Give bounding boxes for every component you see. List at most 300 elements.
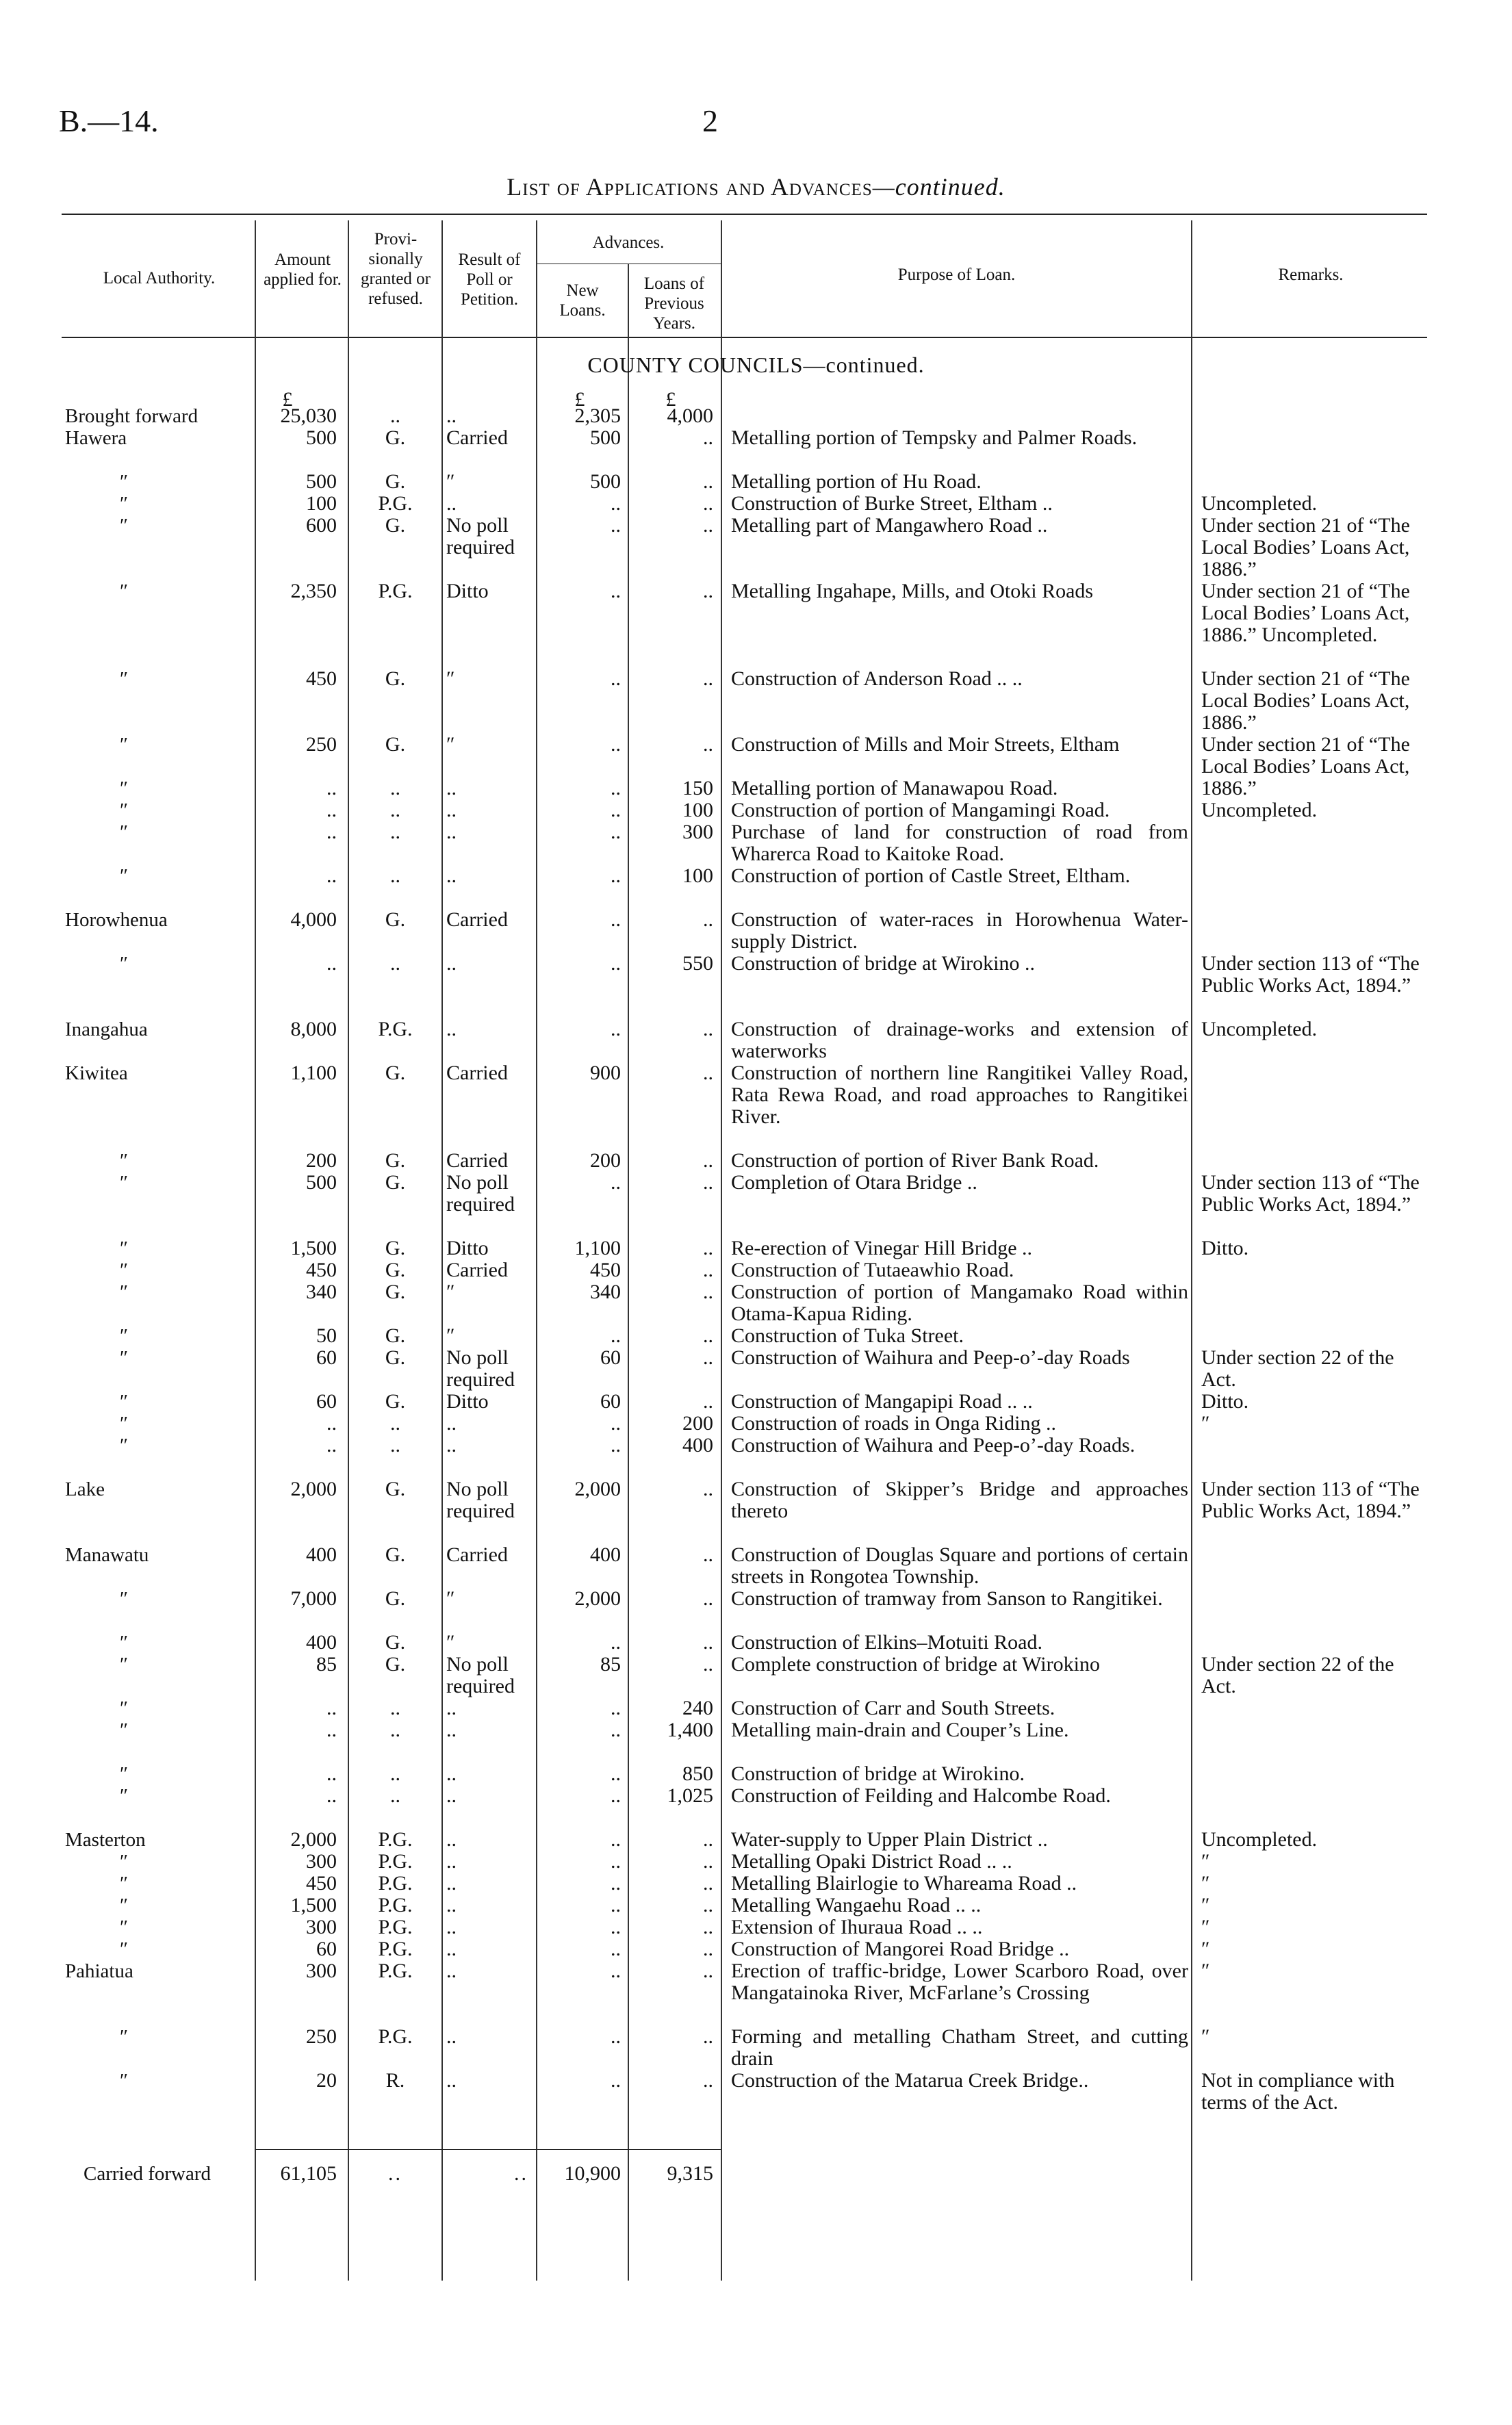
row-result: ″ xyxy=(446,733,455,756)
row-previous-loans: .. xyxy=(703,1346,713,1369)
row-amount: .. xyxy=(326,864,337,887)
row-local-authority: ″ xyxy=(120,1435,129,1457)
row-new-loans: .. xyxy=(611,777,621,799)
row-purpose: Water-supply to Upper Plain District .. xyxy=(731,1828,1048,1851)
row-purpose: Extension of Ihuraua Road .. .. xyxy=(731,1916,983,1938)
row-new-loans: 340 xyxy=(590,1281,621,1303)
row-previous-loans: 850 xyxy=(682,1762,713,1785)
row-previous-loans: 4,000 xyxy=(667,405,713,427)
col-remarks: Remarks. xyxy=(1278,266,1344,284)
row-local-authority: ″ xyxy=(120,1325,129,1347)
row-previous-loans: .. xyxy=(703,1259,713,1281)
row-provisional: G. xyxy=(385,1171,406,1194)
row-previous-loans: 200 xyxy=(682,1412,713,1435)
row-new-loans: .. xyxy=(611,733,621,756)
row-result: .. xyxy=(446,1960,457,1982)
row-previous-loans: .. xyxy=(703,1390,713,1413)
row-provisional: G. xyxy=(385,470,406,493)
row-purpose: Construction of water-races in Horowhenua Water-supply District. xyxy=(731,908,1188,953)
row-amount: 60 xyxy=(316,1938,337,1960)
row-amount: 60 xyxy=(316,1390,337,1413)
row-amount: 340 xyxy=(306,1281,337,1303)
row-amount: 400 xyxy=(306,1543,337,1566)
row-result: .. xyxy=(446,799,457,821)
row-local-authority: ″ xyxy=(120,865,129,887)
row-provisional: G. xyxy=(385,667,406,690)
row-previous-loans: .. xyxy=(703,426,713,449)
row-provisional: P.G. xyxy=(378,1018,413,1040)
carried-forward-new-loans: 10,900 xyxy=(564,2162,621,2185)
row-previous-loans: .. xyxy=(703,1543,713,1566)
row-purpose: Construction of Anderson Road .. .. xyxy=(731,667,1023,690)
row-remarks: ″ xyxy=(1201,1916,1210,1938)
row-previous-loans: 400 xyxy=(682,1434,713,1457)
row-result: .. xyxy=(446,1018,457,1040)
row-local-authority: ″ xyxy=(120,1785,129,1807)
row-purpose: Re-erection of Vinegar Hill Bridge .. xyxy=(731,1237,1033,1259)
row-result: Ditto xyxy=(446,1237,489,1259)
row-previous-loans: .. xyxy=(703,1062,713,1084)
row-remarks: ″ xyxy=(1201,1960,1210,1982)
row-provisional: P.G. xyxy=(378,580,413,602)
row-provisional: G. xyxy=(385,1346,406,1369)
row-previous-loans: .. xyxy=(703,1916,713,1938)
row-previous-loans: .. xyxy=(703,492,713,515)
row-result: .. xyxy=(446,1434,457,1457)
row-purpose: Construction of tramway from Sanson to Rangitikei. xyxy=(731,1587,1163,1610)
row-purpose: Construction of portion of River Bank Road. xyxy=(731,1149,1099,1172)
row-result: .. xyxy=(446,1938,457,1960)
row-local-authority: ″ xyxy=(120,1938,129,1960)
row-remarks: Uncompleted. xyxy=(1201,799,1318,821)
row-purpose: Construction of Mills and Moir Streets, Eltham xyxy=(731,733,1120,756)
row-result: No poll required xyxy=(446,514,515,559)
rule-after-new-loans xyxy=(628,264,629,2281)
row-result: .. xyxy=(446,2069,457,2092)
row-amount: .. xyxy=(326,1434,337,1457)
row-result: .. xyxy=(446,952,457,975)
row-amount: .. xyxy=(326,952,337,975)
row-provisional: R. xyxy=(385,2069,405,2092)
currency-new-loans: £ xyxy=(574,388,585,411)
row-amount: .. xyxy=(326,1697,337,1719)
row-result: .. xyxy=(446,1412,457,1435)
row-local-authority: ″ xyxy=(120,1916,129,1938)
row-result: Ditto xyxy=(446,580,489,602)
row-provisional: .. xyxy=(390,1784,400,1807)
row-provisional: P.G. xyxy=(378,1850,413,1873)
row-result: No poll required xyxy=(446,1653,515,1697)
row-provisional: .. xyxy=(390,821,400,843)
col-advances: Advances. xyxy=(592,233,665,252)
row-result: ″ xyxy=(446,470,455,493)
row-local-authority: ″ xyxy=(120,1697,129,1719)
row-remarks: Under section 21 of “The Local Bodies’ Loans Act, 1886.” xyxy=(1201,514,1410,580)
row-previous-loans: .. xyxy=(703,1324,713,1347)
row-new-loans: .. xyxy=(611,1171,621,1194)
row-purpose: Construction of drainage-works and extension of waterworks xyxy=(731,1018,1188,1062)
row-result: .. xyxy=(446,1762,457,1785)
row-provisional: .. xyxy=(390,952,400,975)
row-local-authority: ″ xyxy=(120,493,129,515)
row-purpose: Metalling portion of Manawapou Road. xyxy=(731,777,1058,799)
row-new-loans: .. xyxy=(611,821,621,843)
row-local-authority: ″ xyxy=(120,1588,129,1610)
row-new-loans: .. xyxy=(611,1872,621,1895)
row-previous-loans: 1,400 xyxy=(667,1719,713,1741)
row-purpose: Forming and metalling Chatham Street, and cutting drain xyxy=(731,2025,1188,2070)
row-result: .. xyxy=(446,1850,457,1873)
row-result: .. xyxy=(446,1916,457,1938)
row-previous-loans: .. xyxy=(703,1149,713,1172)
row-new-loans: 2,000 xyxy=(574,1478,621,1500)
row-new-loans: .. xyxy=(611,864,621,887)
row-remarks: Under section 22 of the Act. xyxy=(1201,1346,1394,1391)
row-local-authority: ″ xyxy=(120,1281,129,1303)
row-provisional: G. xyxy=(385,1587,406,1610)
row-new-loans: 60 xyxy=(600,1346,621,1369)
row-purpose: Metalling Wangaehu Road .. .. xyxy=(731,1894,982,1916)
row-remarks: ″ xyxy=(1201,1894,1210,1916)
carried-forward-result: .. xyxy=(514,2162,528,2185)
row-amount: 500 xyxy=(306,426,337,449)
row-provisional: G. xyxy=(385,1478,406,1500)
carried-forward-label: Carried forward xyxy=(84,2163,211,2185)
row-result: Carried xyxy=(446,1259,508,1281)
row-result: .. xyxy=(446,821,457,843)
row-purpose: Construction of Tuka Street. xyxy=(731,1324,964,1347)
row-previous-loans: .. xyxy=(703,580,713,602)
row-purpose: Construction of bridge at Wirokino. xyxy=(731,1762,1025,1785)
row-purpose: Metalling portion of Tempsky and Palmer Roads. xyxy=(731,426,1138,449)
row-amount: 300 xyxy=(306,1916,337,1938)
row-local-authority: ″ xyxy=(120,1873,129,1895)
row-result: .. xyxy=(446,864,457,887)
row-new-loans: 500 xyxy=(590,470,621,493)
row-new-loans: .. xyxy=(611,2025,621,2048)
row-provisional: P.G. xyxy=(378,1872,413,1895)
row-purpose: Construction of Tutaeawhio Road. xyxy=(731,1259,1014,1281)
row-result: ″ xyxy=(446,1281,455,1303)
row-new-loans: .. xyxy=(611,1894,621,1916)
col-local-authority: Local Authority. xyxy=(103,269,216,287)
row-remarks: ″ xyxy=(1201,1412,1210,1435)
row-new-loans: .. xyxy=(611,1938,621,1960)
row-new-loans: 400 xyxy=(590,1543,621,1566)
row-previous-loans: 1,025 xyxy=(667,1784,713,1807)
row-amount: 250 xyxy=(306,733,337,756)
row-previous-loans: .. xyxy=(703,1850,713,1873)
row-provisional: .. xyxy=(390,864,400,887)
row-local-authority: Manawatu xyxy=(65,1544,149,1566)
row-amount: .. xyxy=(326,777,337,799)
row-amount: 1,100 xyxy=(290,1062,337,1084)
row-local-authority: Kiwitea xyxy=(65,1062,128,1084)
row-previous-loans: .. xyxy=(703,1171,713,1194)
row-remarks: Uncompleted. xyxy=(1201,1018,1318,1040)
row-provisional: G. xyxy=(385,1237,406,1259)
row-amount: .. xyxy=(326,1719,337,1741)
row-remarks: Under section 21 of “The Local Bodies’ Loans Act, 1886.” xyxy=(1201,667,1410,734)
row-new-loans: .. xyxy=(611,1434,621,1457)
page-id: B.—14. xyxy=(59,103,159,138)
row-local-authority: Hawera xyxy=(65,427,127,449)
carried-forward-rule xyxy=(255,2149,721,2150)
row-amount: 85 xyxy=(316,1653,337,1676)
row-amount: .. xyxy=(326,821,337,843)
row-previous-loans: 240 xyxy=(682,1697,713,1719)
row-local-authority: ″ xyxy=(120,1895,129,1916)
row-purpose: Construction of the Matarua Creek Bridge.. xyxy=(731,2069,1089,2092)
row-previous-loans: .. xyxy=(703,1281,713,1303)
row-result: Carried xyxy=(446,426,508,449)
row-previous-loans: .. xyxy=(703,1653,713,1676)
row-new-loans: .. xyxy=(611,580,621,602)
carried-forward-amount: 61,105 xyxy=(280,2162,337,2185)
row-provisional: G. xyxy=(385,1653,406,1676)
row-provisional: G. xyxy=(385,1631,406,1654)
row-amount: 450 xyxy=(306,1872,337,1895)
row-amount: .. xyxy=(326,1784,337,1807)
row-result: No poll required xyxy=(446,1171,515,1216)
col-result-of-poll: Result of Poll or Petition. xyxy=(458,251,521,309)
row-previous-loans: .. xyxy=(703,470,713,493)
row-result: .. xyxy=(446,777,457,799)
row-new-loans: .. xyxy=(611,1412,621,1435)
row-amount: 25,030 xyxy=(280,405,337,427)
row-new-loans: .. xyxy=(611,1828,621,1851)
row-provisional: .. xyxy=(390,799,400,821)
row-purpose: Metalling Ingahape, Mills, and Otoki Roads xyxy=(731,580,1094,602)
page-number: 2 xyxy=(702,103,718,138)
row-purpose: Construction of Mangapipi Road .. .. xyxy=(731,1390,1033,1413)
row-local-authority: ″ xyxy=(120,1719,129,1741)
row-provisional: .. xyxy=(390,1762,400,1785)
row-provisional: G. xyxy=(385,1390,406,1413)
rule-after-previous xyxy=(721,220,722,2281)
row-amount: 8,000 xyxy=(290,1018,337,1040)
row-amount: 1,500 xyxy=(290,1894,337,1916)
row-remarks: Uncompleted. xyxy=(1201,1828,1318,1851)
row-amount: 300 xyxy=(306,1850,337,1873)
row-amount: 100 xyxy=(306,492,337,515)
row-provisional: .. xyxy=(390,1434,400,1457)
row-previous-loans: .. xyxy=(703,1631,713,1654)
row-new-loans: 2,000 xyxy=(574,1587,621,1610)
row-result: .. xyxy=(446,1894,457,1916)
row-amount: 250 xyxy=(306,2025,337,2048)
row-local-authority: ″ xyxy=(120,734,129,756)
row-local-authority: ″ xyxy=(120,953,129,975)
row-remarks: ″ xyxy=(1201,1850,1210,1873)
col-provisionally-granted: Provi- sionally granted or refused. xyxy=(360,230,431,308)
row-new-loans: .. xyxy=(611,1018,621,1040)
row-purpose: Construction of roads in Onga Riding .. xyxy=(731,1412,1056,1435)
row-previous-loans: 100 xyxy=(682,799,713,821)
row-remarks: Under section 113 of “The Public Works Act, 1894.” xyxy=(1201,952,1420,997)
row-result: ″ xyxy=(446,667,455,690)
row-amount: 60 xyxy=(316,1346,337,1369)
row-previous-loans: .. xyxy=(703,733,713,756)
row-new-loans: .. xyxy=(611,1719,621,1741)
row-new-loans: .. xyxy=(611,1850,621,1873)
row-new-loans: .. xyxy=(611,1960,621,1982)
list-title-main: List of Applications and Advances xyxy=(507,173,873,201)
row-result: .. xyxy=(446,1697,457,1719)
header-bottom-rule xyxy=(62,337,1427,338)
row-result: .. xyxy=(446,1872,457,1895)
row-previous-loans: .. xyxy=(703,1894,713,1916)
row-provisional: P.G. xyxy=(378,1894,413,1916)
row-new-loans: 1,100 xyxy=(574,1237,621,1259)
row-new-loans: .. xyxy=(611,1762,621,1785)
row-purpose: Construction of Burke Street, Eltham .. xyxy=(731,492,1053,515)
row-local-authority: ″ xyxy=(120,1347,129,1369)
row-provisional: P.G. xyxy=(378,1828,413,1851)
row-provisional: .. xyxy=(390,405,400,427)
row-amount: 4,000 xyxy=(290,908,337,931)
row-previous-loans: .. xyxy=(703,1828,713,1851)
row-remarks: ″ xyxy=(1201,2025,1210,2048)
row-result: .. xyxy=(446,1719,457,1741)
row-previous-loans: .. xyxy=(703,1872,713,1895)
row-purpose: Construction of portion of Mangamako Road within Otama-Kapua Riding. xyxy=(731,1281,1188,1325)
row-amount: 500 xyxy=(306,1171,337,1194)
section-heading: COUNTY COUNCILS—continued. xyxy=(587,352,925,377)
row-amount: 2,000 xyxy=(290,1828,337,1851)
row-provisional: G. xyxy=(385,1062,406,1084)
row-previous-loans: 550 xyxy=(682,952,713,975)
row-amount: 450 xyxy=(306,1259,337,1281)
row-new-loans: .. xyxy=(611,952,621,975)
row-purpose: Construction of bridge at Wirokino .. xyxy=(731,952,1036,975)
row-remarks: Uncompleted. xyxy=(1201,492,1318,515)
row-provisional: .. xyxy=(390,1719,400,1741)
row-local-authority: ″ xyxy=(120,1654,129,1676)
row-previous-loans: 300 xyxy=(682,821,713,843)
row-previous-loans: .. xyxy=(703,2069,713,2092)
row-local-authority: Lake xyxy=(65,1478,105,1500)
row-result: .. xyxy=(446,2025,457,2048)
row-new-loans: 60 xyxy=(600,1390,621,1413)
row-provisional: .. xyxy=(390,777,400,799)
row-provisional: .. xyxy=(390,1697,400,1719)
row-local-authority: ″ xyxy=(120,1413,129,1435)
row-local-authority: Inangahua xyxy=(65,1018,148,1040)
row-amount: 2,350 xyxy=(290,580,337,602)
row-local-authority: ″ xyxy=(120,1763,129,1785)
row-new-loans: .. xyxy=(611,667,621,690)
row-local-authority: ″ xyxy=(120,2070,129,2092)
row-local-authority: ″ xyxy=(120,1259,129,1281)
row-remarks: Under section 113 of “The Public Works Act, 1894.” xyxy=(1201,1171,1420,1216)
row-remarks: Under section 21 of “The Local Bodies’ Loans Act, 1886.” xyxy=(1201,733,1410,799)
rule-after-authority xyxy=(255,220,256,2281)
row-purpose: Metalling part of Mangawhero Road .. xyxy=(731,514,1048,537)
row-purpose: Completion of Otara Bridge .. xyxy=(731,1171,977,1194)
row-new-loans: .. xyxy=(611,2069,621,2092)
row-local-authority: ″ xyxy=(120,821,129,843)
row-provisional: P.G. xyxy=(378,1938,413,1960)
row-new-loans: .. xyxy=(611,1324,621,1347)
row-result: No poll required xyxy=(446,1346,515,1391)
row-previous-loans: .. xyxy=(703,1018,713,1040)
row-amount: 20 xyxy=(316,2069,337,2092)
row-remarks: Under section 22 of the Act. xyxy=(1201,1653,1394,1697)
rule-after-purpose xyxy=(1191,220,1192,2281)
row-local-authority: ″ xyxy=(120,2026,129,2048)
row-new-loans: .. xyxy=(611,799,621,821)
row-new-loans: .. xyxy=(611,1631,621,1654)
row-local-authority: ″ xyxy=(120,1632,129,1654)
row-purpose: Complete construction of bridge at Wirokino xyxy=(731,1653,1100,1676)
row-amount: 2,000 xyxy=(290,1478,337,1500)
col-previous-loans: Loans of Previous Years. xyxy=(643,274,705,333)
row-previous-loans: .. xyxy=(703,1237,713,1259)
row-previous-loans: .. xyxy=(703,1587,713,1610)
row-local-authority: ″ xyxy=(120,778,129,799)
row-result: .. xyxy=(446,492,457,515)
row-purpose: Construction of portion of Castle Street, Eltham. xyxy=(731,864,1131,887)
row-new-loans: 900 xyxy=(590,1062,621,1084)
row-local-authority: ″ xyxy=(120,799,129,821)
row-provisional: P.G. xyxy=(378,492,413,515)
header-top-rule xyxy=(62,214,1427,215)
row-local-authority: ″ xyxy=(120,471,129,493)
row-remarks: Under section 113 of “The Public Works Act, 1894.” xyxy=(1201,1478,1420,1522)
row-purpose: Metalling main-drain and Couper’s Line. xyxy=(731,1719,1069,1741)
list-title-suffix: —continued. xyxy=(872,173,1005,201)
row-amount: 300 xyxy=(306,1960,337,1982)
row-result: .. xyxy=(446,405,457,427)
row-result: Carried xyxy=(446,1149,508,1172)
currency-previous: £ xyxy=(665,388,676,411)
row-provisional: G. xyxy=(385,1149,406,1172)
row-amount: 450 xyxy=(306,667,337,690)
row-previous-loans: 150 xyxy=(682,777,713,799)
row-amount: 500 xyxy=(306,470,337,493)
row-provisional: G. xyxy=(385,514,406,537)
row-result: ″ xyxy=(446,1587,455,1610)
rule-after-provisional xyxy=(441,220,443,2281)
row-result: ″ xyxy=(446,1324,455,1347)
row-purpose: Construction of Douglas Square and portions of certain streets in Rongotea Township. xyxy=(731,1543,1188,1588)
col-new-loans: New Loans. xyxy=(559,281,606,320)
row-new-loans: 200 xyxy=(590,1149,621,1172)
row-previous-loans: .. xyxy=(703,1960,713,1982)
row-new-loans: .. xyxy=(611,1697,621,1719)
row-provisional: P.G. xyxy=(378,1916,413,1938)
carried-forward-grant: .. xyxy=(388,2162,402,2185)
row-purpose: Erection of traffic-bridge, Lower Scarboro Road, over Mangatainoka River, McFarlane’s Crossing xyxy=(731,1960,1188,2004)
row-purpose: Construction of Waihura and Peep-o’-day Roads. xyxy=(731,1434,1136,1457)
row-new-loans: 85 xyxy=(600,1653,621,1676)
row-previous-loans: .. xyxy=(703,1938,713,1960)
row-local-authority: ″ xyxy=(120,668,129,690)
row-amount: 600 xyxy=(306,514,337,537)
row-previous-loans: .. xyxy=(703,2025,713,2048)
row-purpose: Construction of Elkins–Motuiti Road. xyxy=(731,1631,1042,1654)
row-remarks: ″ xyxy=(1201,1872,1210,1895)
row-remarks: Ditto. xyxy=(1201,1237,1249,1259)
row-new-loans: 450 xyxy=(590,1259,621,1281)
row-provisional: G. xyxy=(385,908,406,931)
row-result: Carried xyxy=(446,1543,508,1566)
row-amount: 1,500 xyxy=(290,1237,337,1259)
row-result: Ditto xyxy=(446,1390,489,1413)
row-result: Carried xyxy=(446,1062,508,1084)
row-local-authority: ″ xyxy=(120,1172,129,1194)
